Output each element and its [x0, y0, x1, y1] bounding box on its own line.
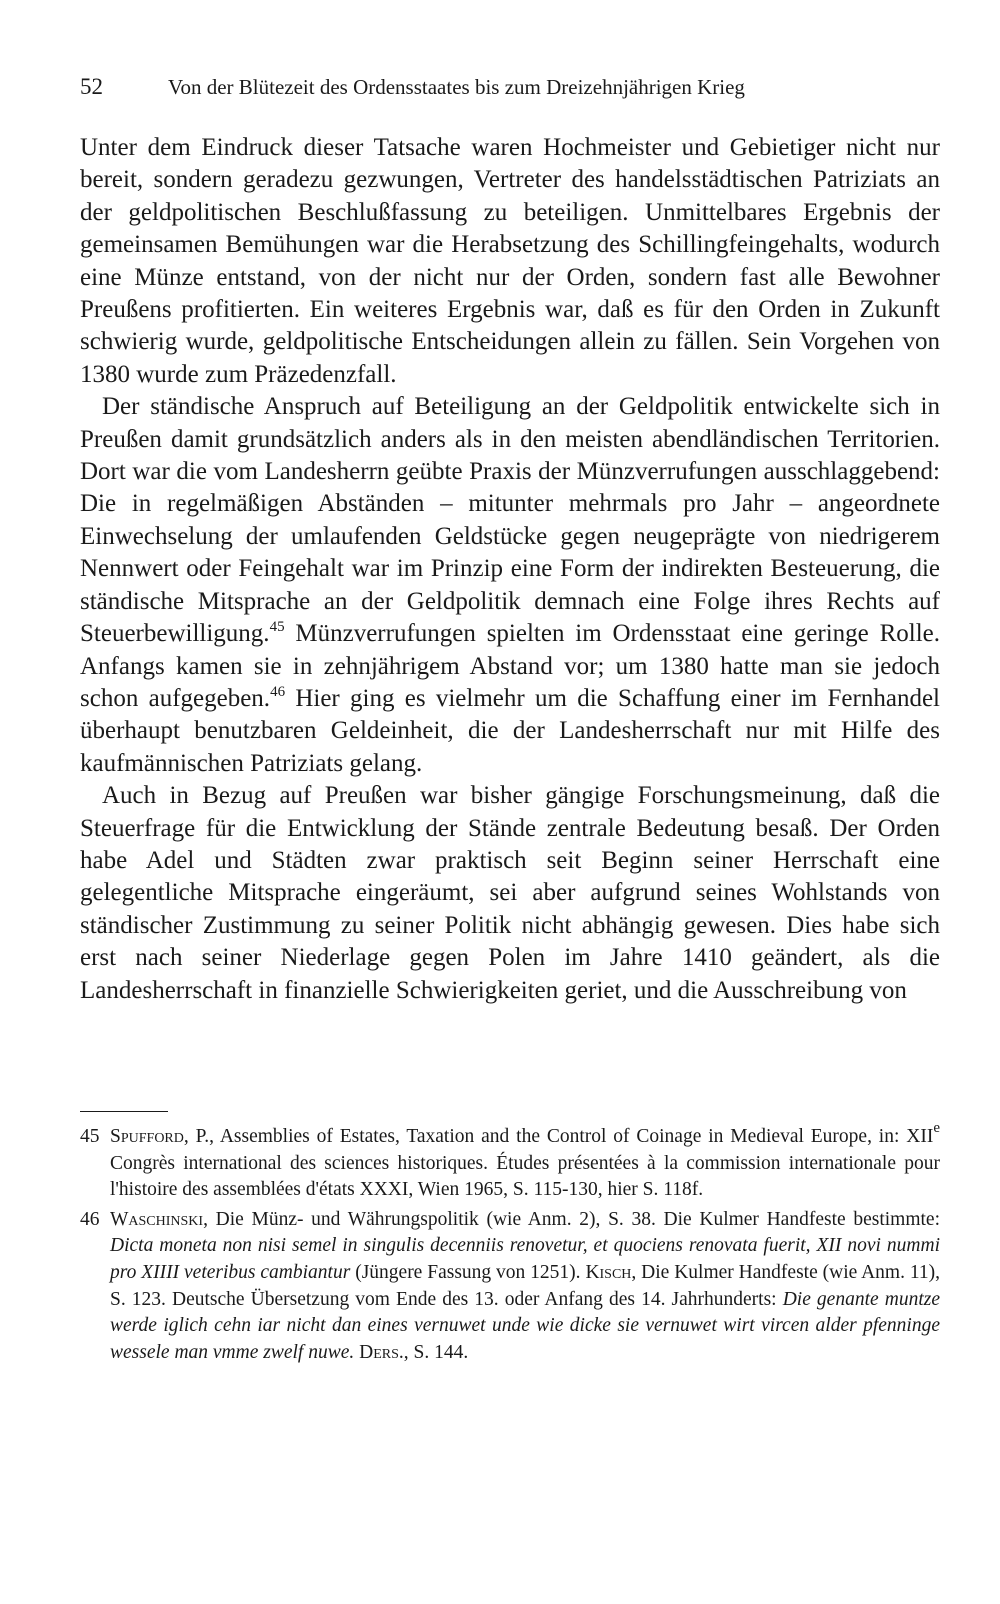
- footnote-segment: , P., Assemblies of Estates, Taxation and the Control of Coinage in Medieval Europe, in: XII: [183, 1126, 934, 1147]
- paragraph-2: [80, 391, 940, 780]
- footnote-latin-quote: Dicta moneta non nisi semel in singulis decenniis renovetur, et quociens renovata fuerit, XII novi nummi pro XIIII veteribus cambiantur: [110, 1235, 940, 1283]
- footnote-segment: ., S. 144.: [398, 1341, 469, 1363]
- footnote-segment: Congrès international des sciences historiques. Études présentées à la commission internationale pour l'histoire des assemblées d'états XXXI, Wien 1965, S. 115-130, hier S. 118f.: [110, 1152, 940, 1201]
- footnote-german-quote: Die genante muntze werde iglich cehn iar nicht dan eines vernuwet unde wie dicke sie vernuwet wirt vircen alder pfenninge wessele man vmme zwelf nuwe.: [110, 1288, 940, 1363]
- running-head: Von der Blütezeit des Ordensstaates bis zum Dreizehnjährigen Krieg: [168, 75, 745, 99]
- page-number: 52: [80, 74, 103, 99]
- footnote-segment: (Jüngere Fassung von 1251).: [350, 1261, 586, 1283]
- footnote-separator: [80, 1111, 168, 1112]
- footnote-ref-46[interactable]: 46: [270, 683, 286, 700]
- footnote-author: Kisch: [585, 1261, 632, 1283]
- footnote-author: Spufford: [110, 1126, 184, 1147]
- footnote-number: 46: [80, 1208, 100, 1230]
- page-header: [80, 74, 940, 100]
- footnote-45: [80, 1120, 940, 1204]
- footnote-text: [110, 1120, 940, 1204]
- footnote-ref-45[interactable]: 45: [269, 619, 285, 636]
- paragraph-2-part-2: Münzverrufungen spielten im Ordensstaat eine geringe Rolle. Anfangs kamen sie in zehnjährigem Abstand vor; um 1380 hatte man sie jedoch schon aufgegeben.: [80, 620, 940, 712]
- paragraph-2-part-3: Hier ging es vielmehr um die Schaffung einer im Fernhandel überhaupt benutzbaren Geldeinheit, die der Landesherrschaft nur mit Hilfe des kaufmännischen Patriziats gelang.: [80, 684, 940, 777]
- footnote-author: Waschinski: [110, 1208, 204, 1230]
- footnote-segment: , Die Kulmer Handfeste (wie Anm. 11), S. 123. Deutsche Übersetzung vom Ende des 13. oder Anfang des 14. Jahrhunderts:: [110, 1261, 940, 1310]
- footnote-author: Ders: [359, 1341, 399, 1363]
- footnote-superscript: e: [933, 1120, 940, 1136]
- paragraph-1: Unter dem Eindruck dieser Tatsache waren Hochmeister und Gebietiger nicht nur bereit, sondern geradezu gezwungen, Vertreter des handelsstädtischen Patriziats an der geldpolitischen Beschlußfassung zu beteiligen. Unmittelbares Ergebnis der gemeinsamen Bemühungen war die Herabsetzung des Schillingfeingehalts, wodurch eine Münze entstand, von der nicht nur der Orden, sondern fast alle Bewohner Preußens profitierten. Ein weiteres Ergebnis war, daß es für den Orden in Zukunft schwierig wurde, geldpolitische Entscheidungen allein zu fällen. Sein Vorgehen von 1380 wurde zum Präzedenzfall.: [80, 134, 940, 388]
- footnote-text: [110, 1207, 940, 1367]
- footnote-segment: , Die Münz- und Währungspolitik (wie Anm. 2), S. 38. Die Kulmer Handfeste bestimmte:: [203, 1208, 940, 1230]
- body-text: [80, 132, 940, 1007]
- paragraph-2-part-1: Der ständische Anspruch auf Beteiligung an der Geldpolitik entwickelte sich in Preußen damit grundsätzlich anders als in den meisten abendländischen Territorien. Dort war die vom Landesherrn geübte Praxis der Münzverrufungen ausschlaggebend: Die in regelmäßigen Abständen – mitunter mehrmals pro Jahr – angeordnete Einwechselung der umlaufenden Geldstücke gegen neugeprägte von niedrigerem Nennwert oder Feingehalt war im Prinzip eine Form der indirekten Besteuerung, die ständische Mitsprache an der Geldpolitik demnach eine Folge ihres Rechts auf Steuerbewilligung.: [80, 393, 940, 648]
- footnote-number: 45: [80, 1126, 100, 1147]
- footnotes: [80, 1120, 940, 1369]
- paragraph-3: Auch in Bezug auf Preußen war bisher gängige Forschungsmeinung, daß die Steuerfrage für die Entwicklung der Stände zentrale Bedeutung besaß. Der Orden habe Adel und Städten zwar praktisch seit Beginn seiner Herrschaft eine gelegentliche Mitsprache eingeräumt, sei aber aufgrund seines Wohlstands von ständischer Zustimmung zu seiner Politik nicht abhängig gewesen. Dies habe sich erst nach seiner Niederlage gegen Polen im Jahre 1410 geändert, als die Landesherrschaft in finanzielle Schwierigkeiten geriet, und die Ausschreibung von: [80, 782, 940, 1004]
- footnote-46: [80, 1207, 940, 1367]
